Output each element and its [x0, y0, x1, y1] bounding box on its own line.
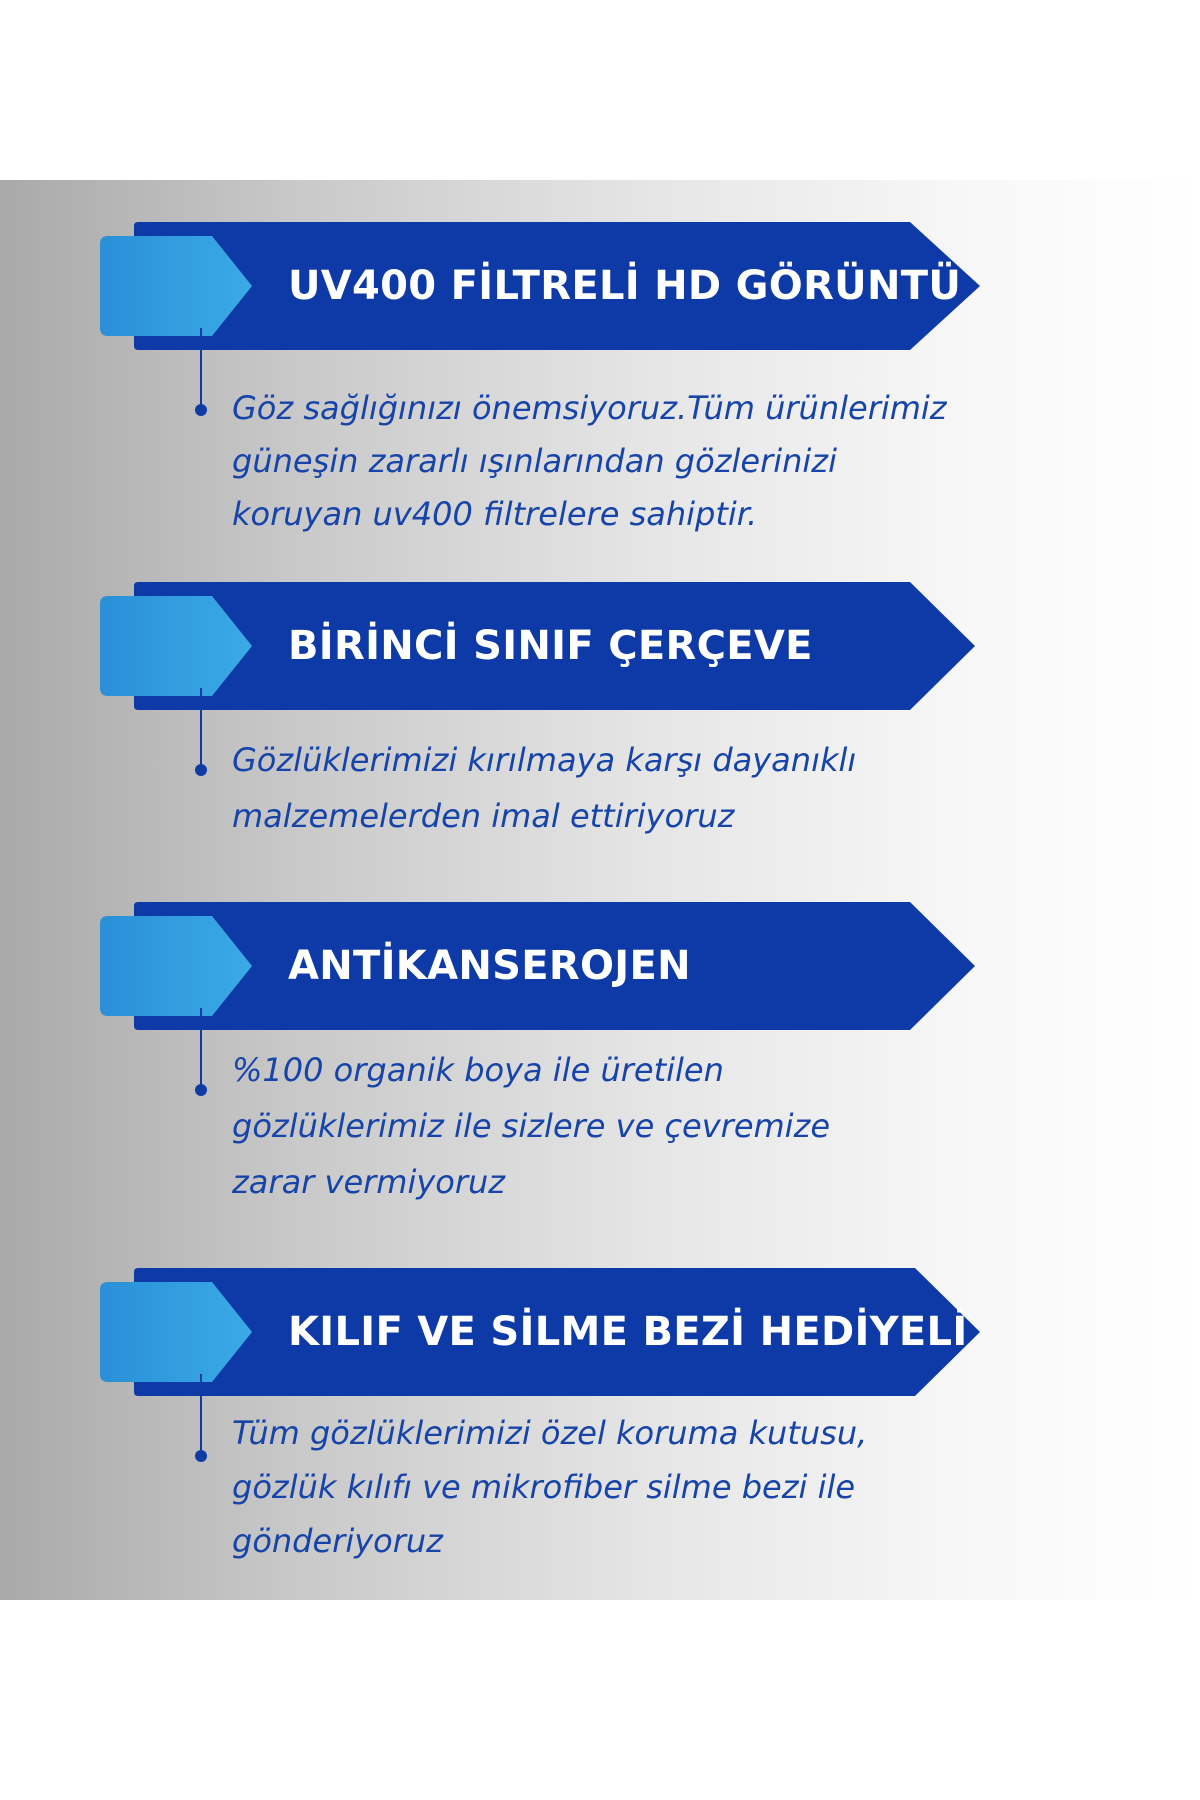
feature-description: [232, 1406, 1012, 1568]
feature-description: [232, 732, 1012, 844]
bullet-dot: [195, 1450, 207, 1462]
description-line: zarar vermiyoruz: [232, 1163, 506, 1201]
description-line: gözlük kılıfı ve mikrofiber silme bezi ile: [232, 1468, 856, 1506]
feature-description: [232, 1042, 1012, 1210]
description-line: malzemelerden imal ettiriyoruz: [232, 797, 735, 835]
description-line: gönderiyoruz: [232, 1522, 443, 1560]
feature-title: KILIF VE SİLME BEZİ HEDİYELİ: [288, 1309, 968, 1355]
connector-line: [200, 688, 202, 770]
description-line: Gözlüklerimizi kırılmaya karşı dayanıklı: [232, 741, 857, 779]
feature-banner: [100, 902, 980, 1030]
connector-line: [200, 1008, 202, 1090]
feature-title: UV400 FİLTRELİ HD GÖRÜNTÜ: [288, 263, 962, 309]
description-line: güneşin zararlı ışınlarından gözlerinizi: [232, 442, 837, 480]
bullet-dot: [195, 404, 207, 416]
description-line: %100 organik boya ile üretilen: [232, 1051, 724, 1089]
feature-title: BİRİNCİ SINIF ÇERÇEVE: [288, 623, 813, 669]
bullet-dot: [195, 1084, 207, 1096]
description-line: Tüm gözlüklerimizi özel koruma kutusu,: [232, 1414, 868, 1452]
connector-line: [200, 1374, 202, 1456]
feature-banner: [100, 1268, 980, 1396]
description-line: Göz sağlığınızı önemsiyoruz.Tüm ürünlerimiz: [232, 389, 947, 427]
bullet-dot: [195, 764, 207, 776]
feature-description: [232, 382, 1012, 541]
feature-banner: [100, 582, 980, 710]
feature-banner: [100, 222, 980, 350]
feature-title: ANTİKANSEROJEN: [288, 943, 691, 989]
connector-line: [200, 328, 202, 410]
description-line: koruyan uv400 filtrelere sahiptir.: [232, 495, 758, 533]
description-line: gözlüklerimiz ile sizlere ve çevremize: [232, 1107, 831, 1145]
